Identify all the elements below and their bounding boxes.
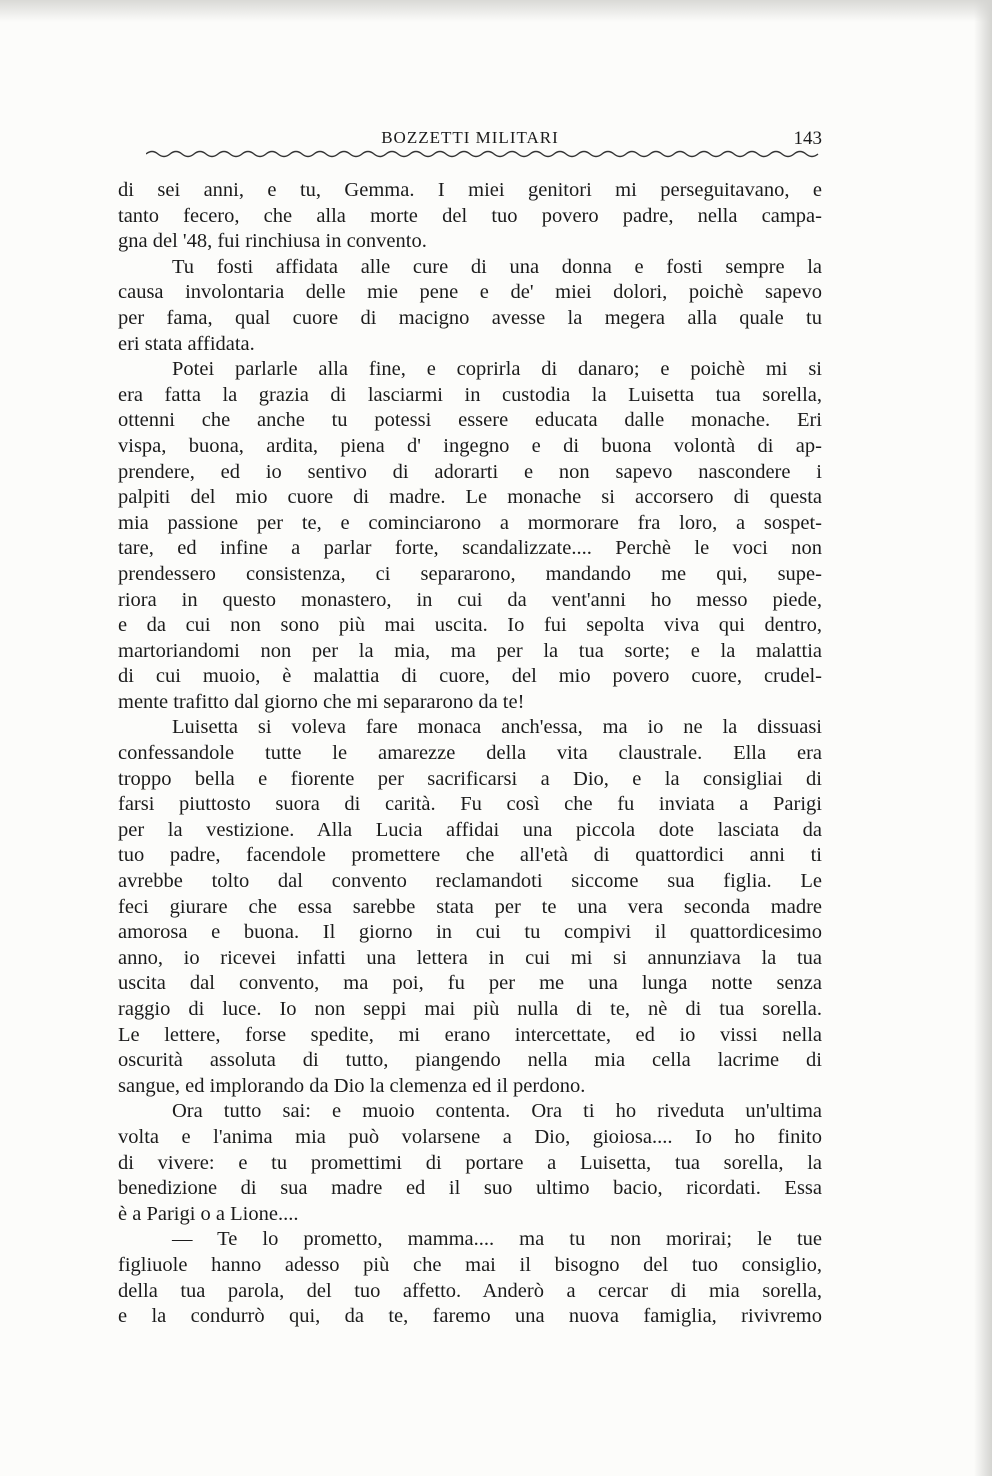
text-line: oscurità assoluta di tutto, piangendo nella mia cella lacrime di — [118, 1049, 822, 1072]
text-line: avrebbe tolto dal convento reclamandoti siccome sua figlia. Le — [118, 870, 822, 893]
text-line: e da cui non sono più mai uscita. Io fui sepolta viva qui dentro, — [118, 614, 822, 637]
text-line: eri stata affidata. — [118, 332, 255, 355]
text-line: per fama, qual cuore di macigno avesse la megera alla quale tu — [118, 306, 822, 329]
text-line: Tu fosti affidata alle cure di una donna e fosti sempre la — [172, 255, 822, 278]
text-line: ottenni che anche tu potessi essere educata dalle monache. Eri — [118, 409, 822, 432]
text-line: amorosa e buona. Il giorno in cui tu compivi il quattordicesimo — [118, 921, 822, 944]
scan-shadow-right — [974, 0, 992, 1476]
text-line: gna del '48, fui rinchiusa in convento. — [118, 230, 427, 253]
text-line: farsi piuttosto suora di carità. Fu così che fu inviata a Parigi — [118, 793, 822, 816]
text-line: prendessero consistenza, ci separarono, mandando me qui, supe- — [118, 562, 822, 585]
text-line: di sei anni, e tu, Gemma. I miei genitori mi perseguitavano, e — [118, 179, 822, 201]
text-line: feci giurare che essa sarebbe stata per te una vera seconda madre — [118, 895, 822, 918]
text-line: Ora tutto sai: e muoio contenta. Ora ti ho riveduta un'ultima — [172, 1100, 822, 1123]
text-line: benedizione di sua madre ed il suo ultimo bacio, ricordati. Essa — [118, 1177, 822, 1200]
text-line: Le lettere, forse spedite, mi erano intercettate, ed io vissi nella — [118, 1023, 822, 1046]
text-line: raggio di luce. Io non seppi mai più nulla di te, nè di tua sorella. — [118, 998, 822, 1020]
text-line: di vivere: e tu promettimi di portare a Luisetta, tua sorella, la — [118, 1151, 822, 1174]
scan-shadow-top — [0, 0, 992, 22]
body-text — [118, 178, 822, 1330]
text-line: vispa, buona, ardita, piena d' ingegno e di buona volontà di ap- — [118, 434, 822, 457]
text-line: tanto fecero, che alla morte del tuo povero padre, nella campa- — [118, 204, 822, 227]
text-line: tuo padre, facendole promettere che all'età di quattordici anni ti — [118, 844, 822, 867]
text-line: riora in questo monastero, in cui da vent'anni ho messo piede, — [118, 588, 822, 611]
text-line: volta e l'anima mia può volarsene a Dio, gioiosa.... Io ho finito — [118, 1125, 822, 1148]
text-line: tare, ed infine a parlar forte, scandalizzate.... Perchè le voci non — [118, 537, 822, 560]
text-line: causa involontaria delle mie pene e de' miei dolori, poichè sapevo — [118, 281, 822, 304]
text-line: e la condurrò qui, da te, faremo una nuova famiglia, rivivremo — [118, 1305, 822, 1328]
running-title: BOZZETTI MILITARI — [381, 128, 559, 147]
text-line: mente trafitto dal giorno che mi separarono da te! — [118, 690, 525, 713]
text-line: Potei parlarle alla fine, e coprirla di danaro; e poichè mi si — [172, 358, 822, 381]
text-line: troppo bella e fiorente per sacrificarsi a Dio, e la consigliai di — [118, 767, 822, 790]
text-line: figliuole hanno adesso più che mai il bisogno del tuo consiglio, — [118, 1253, 822, 1276]
text-line: uscita dal convento, ma poi, fu per me una lunga notte senza — [118, 972, 822, 995]
text-line: palpiti del mio cuore di madre. Le monache si accorsero di questa — [118, 486, 822, 509]
text-line: Luisetta si voleva fare monaca anch'essa, ma io ne la dissuasi — [172, 716, 822, 739]
text-line: è a Parigi o a Lione.... — [118, 1202, 299, 1225]
text-line: prendere, ed io sentivo di adorarti e non sapevo nascondere i — [118, 460, 822, 483]
text-line: mia passione per te, e cominciarono a mormorare fra loro, a sospet- — [118, 511, 822, 534]
text-line: anno, io ricevei infatti una lettera in cui mi si annunziava la tua — [118, 946, 822, 969]
page-number: 143 — [793, 128, 822, 149]
text-line: di cui muoio, è malattia di cuore, del mio povero cuore, crudel- — [118, 665, 822, 688]
text-line: era fatta la grazia di lasciarmi in custodia la Luisetta tua sorella, — [118, 383, 822, 406]
text-line: per la vestizione. Alla Lucia affidai una piccola dote lasciata da — [118, 818, 822, 841]
text-line: confessandole tutte le amarezze della vita claustrale. Ella era — [118, 742, 822, 765]
text-line: — Te lo prometto, mamma.... ma tu non morirai; le tue — [172, 1228, 822, 1251]
text-line: della tua parola, del tuo affetto. Anderò a cercar di mia sorella, — [118, 1279, 822, 1302]
text-line: martoriandomi non per la mia, ma per la tua sorte; e la malattia — [118, 639, 822, 662]
header-wavy-rule — [146, 148, 822, 160]
text-line: sangue, ed implorando da Dio la clemenza ed il perdono. — [118, 1074, 586, 1097]
